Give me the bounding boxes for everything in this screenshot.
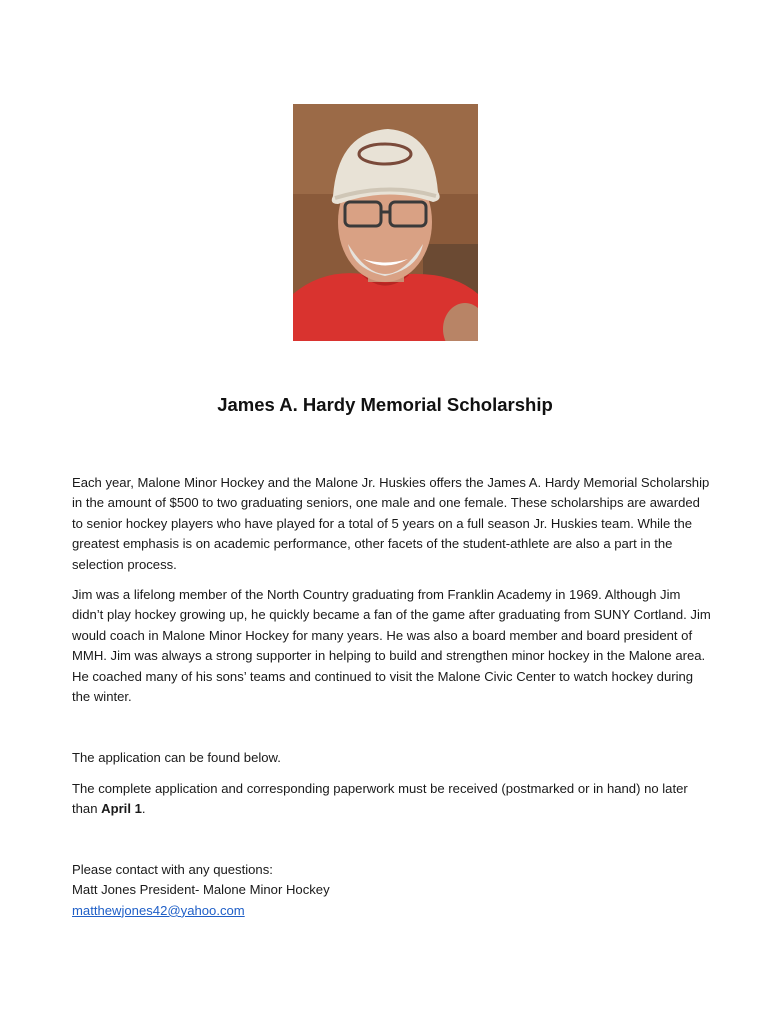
biography-paragraph: Jim was a lifelong member of the North Country graduating from Franklin Academy in 1969. Although Jim didn’t play hockey growing up, he quickly became a fan of the game after graduating from SUNY Cortland. Jim would coach in Malone Minor Hockey for many years. He was also a board member and board president of MMH. Jim was always a strong supporter in helping to build and strengthen minor hockey in the Malone area. He coached many of his sons’ teams and continued to visit the Malone Civic Center to watch hockey during the winter. [72, 587, 711, 705]
deadline-paragraph [72, 779, 712, 820]
contact-email-link[interactable]: matthewjones42@yahoo.com [72, 902, 245, 918]
scholarship-description: Each year, Malone Minor Hockey and the Malone Jr. Huskies offers the James A. Hardy Memorial Scholarship in the amount of $500 to two graduating seniors, one male and one female. These scholarships are awarded to senior hockey players who have played for a total of 5 years on a full season Jr. Huskies team. While the greatest emphasis is on academic performance, other facets of the student-athlete are also a part in the selection process. [72, 475, 710, 572]
contact-heading: Please contact with any questions: [72, 862, 273, 877]
deadline-date: April 1 [101, 801, 142, 817]
portrait-illustration [293, 104, 478, 341]
page-title: James A. Hardy Memorial Scholarship [217, 394, 553, 415]
deadline-suffix: . [141, 801, 146, 817]
contact-name: Matt Jones President- Malone Minor Hockey [72, 882, 330, 898]
deadline-prefix: The complete application and corresponding paperwork must be received (postmarked or in hand) no later than [72, 781, 688, 817]
portrait-photo [293, 104, 478, 341]
contact-block [72, 860, 712, 921]
application-note: The application can be found below. [72, 750, 281, 765]
